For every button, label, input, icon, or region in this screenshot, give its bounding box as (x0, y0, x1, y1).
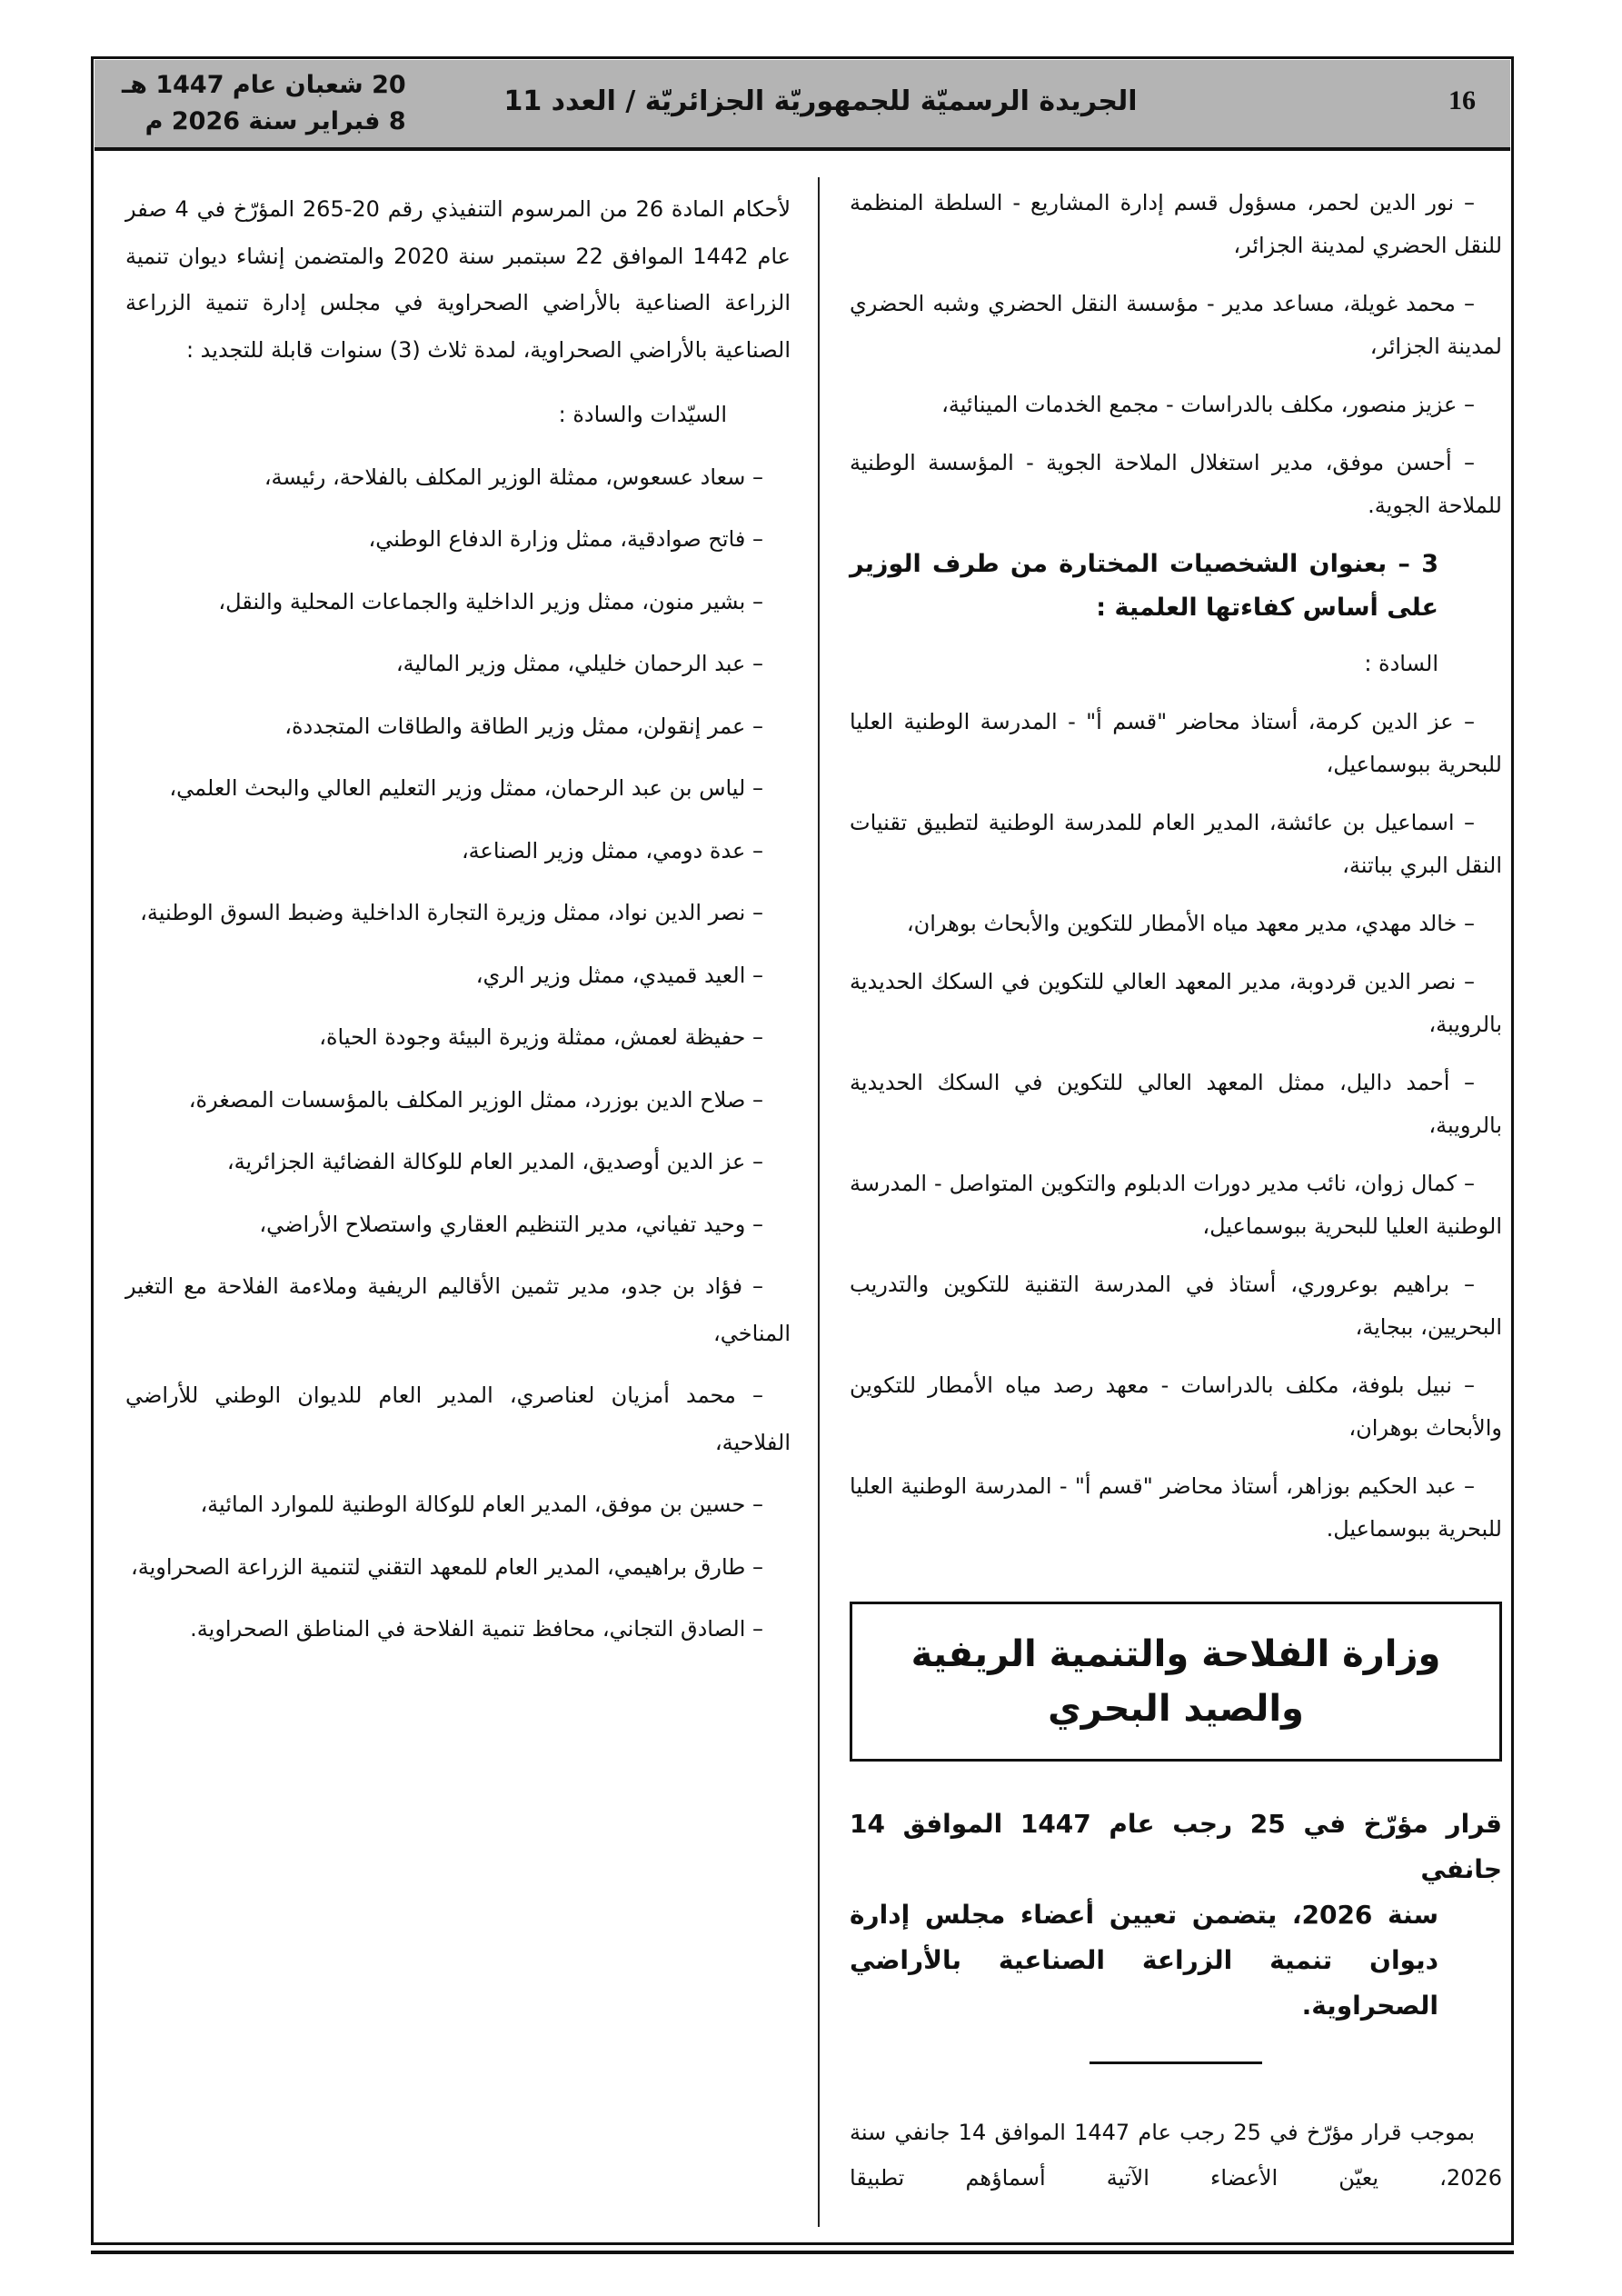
member-item: – نبيل بلوفة، مكلف بالدراسات - معهد رصد مياه الأمطار للتكوين والأبحاث بوهران، (850, 1364, 1502, 1450)
decision-title (850, 1802, 1502, 2029)
member-item: – أحسن موفق، مدير استغلال الملاحة الجوية - المؤسسة الوطنية للملاحة الجوية. (850, 442, 1502, 527)
gazette-title: الجريدة الرسميّة للجمهوريّة الجزائريّة / العدد 11 (503, 85, 1138, 117)
member-item: – عز الدين أوصديق، المدير العام للوكالة الفضائية الجزائرية، (125, 1139, 791, 1186)
bottom-rule (91, 2251, 1514, 2254)
date-gregorian: 8 فبراير سنة 2026 م (144, 107, 406, 135)
member-item: – الصادق التجاني، محافظ تنمية الفلاحة في المناطق الصحراوية. (125, 1606, 791, 1653)
right-column (850, 182, 1502, 2216)
member-item: – كمال زوان، نائب مدير دورات الدبلوم والتكوين المتواصل - المدرسة الوطنية العليا للبحرية ببوسماعيل، (850, 1163, 1502, 1248)
ministry-heading-box (850, 1602, 1502, 1762)
member-item: – وحيد تفياني، مدير التنظيم العقاري واستصلاح الأراضي، (125, 1202, 791, 1249)
members-list-top (850, 182, 1502, 527)
intro-paragraph: لأحكام المادة 26 من المرسوم التنفيذي رقم 20-265 المؤرّخ في 4 صفر عام 1442 الموافق 22 سبتمبر سنة 2020 والمتضمن إنشاء ديوان تنمية الزراعة الصناعية بالأراضي الصحراوية في مجلس إدارة تنمية الزراعة الصناعية بالأراضي الصحراوية، لمدة ثلاث (3) سنوات قابلة للتجديد : (125, 196, 791, 363)
date-hijri: 20 شعبان عام 1447 هـ (122, 71, 406, 99)
member-item: – نور الدين لحمر، مسؤول قسم إدارة المشاريع - السلطة المنظمة للنقل الحضري لمدينة الجزائر، (850, 182, 1502, 267)
member-item: – خالد مهدي، مدير معهد مياه الأمطار للتكوين والأبحاث بوهران، (850, 903, 1502, 945)
decision-body: بموجب قرار مؤرّخ في 25 رجب عام 1447 الموافق 14 جانفي سنة 2026، يعيّن الأعضاء الآتية أسماؤهم تطبيقا (850, 2120, 1502, 2191)
column-divider (818, 177, 820, 2227)
members-list (125, 454, 791, 1653)
ministry-name-line-2: والصيد البحري (1048, 1688, 1304, 1730)
member-item: – محمد غويلة، مساعد مدير - مؤسسة النقل الحضري وشبه الحضري لمدينة الجزائر، (850, 283, 1502, 368)
members-list-section-3 (850, 701, 1502, 1551)
member-item: – نصر الدين نواد، ممثل وزيرة التجارة الداخلية وضبط السوق الوطنية، (125, 890, 791, 937)
separator-rule (1090, 2061, 1262, 2064)
section-3-heading: 3 – بعنوان الشخصيات المختارة من طرف الوزير على أساس كفاءتها العلمية : (850, 550, 1438, 622)
member-item: – حفيظة لعمش، ممثلة وزيرة البيئة وجودة الحياة، (125, 1014, 791, 1062)
member-item: – العيد قميدي، ممثل وزير الري، (125, 953, 791, 1000)
section-3-salutation: السادة : (1364, 651, 1438, 676)
member-item: – بشير منون، ممثل وزير الداخلية والجماعات المحلية والنقل، (125, 579, 791, 626)
member-item: – براهيم بوعروري، أستاذ في المدرسة التقنية للتكوين والتدريب البحريين، ببجاية، (850, 1263, 1502, 1349)
member-item: – عزيز منصور، مكلف بالدراسات - مجمع الخدمات المينائية، (850, 384, 1502, 426)
issue-date (122, 67, 406, 140)
page-header (95, 60, 1510, 151)
decision-title-first-line: قرار مؤرّخ في 25 رجب عام 1447 الموافق 14 جانفي (850, 1809, 1502, 1884)
member-item: – طارق براهيمي، المدير العام للمعهد التقني لتنمية الزراعة الصحراوية، (125, 1544, 791, 1592)
ministry-name-line-1: وزارة الفلاحة والتنمية الريفية (911, 1633, 1441, 1675)
member-item: – عز الدين كرمة، أستاذ محاضر "قسم أ" - المدرسة الوطنية العليا للبحرية ببوسماعيل، (850, 701, 1502, 786)
member-item: – محمد أمزيان لعناصري، المدير العام للديوان الوطني للأراضي الفلاحية، (125, 1373, 791, 1466)
member-item: – اسماعيل بن عائشة، المدير العام للمدرسة الوطنية لتطبيق تقنيات النقل البري بباتنة، (850, 802, 1502, 887)
member-item: – سعاد عسعوس، ممثلة الوزير المكلف بالفلاحة، رئيسة، (125, 454, 791, 502)
member-item: – حسين بن موفق، المدير العام للوكالة الوطنية للموارد المائية، (125, 1482, 791, 1529)
left-column (125, 186, 791, 1669)
page-number: 16 (1448, 85, 1476, 115)
decision-title-rest: سنة 2026، يتضمن تعيين أعضاء مجلس إدارة ديوان تنمية الزراعة الصناعية بالأراضي الصحراوية. (850, 1900, 1438, 2021)
member-item: – فؤاد بن جدو، مدير تثمين الأقاليم الريفية وملاءمة الفلاحة مع التغير المناخي، (125, 1263, 791, 1357)
member-item: – عبد الحكيم بوزاهر، أستاذ محاضر "قسم أ" - المدرسة الوطنية العليا للبحرية ببوسماعيل. (850, 1465, 1502, 1551)
salutation: السيّدات والسادة : (558, 402, 727, 427)
member-item: – فاتح صوادقية، ممثل وزارة الدفاع الوطني، (125, 516, 791, 564)
member-item: – عدة دومي، ممثل وزير الصناعة، (125, 828, 791, 875)
member-item: – أحمد داليل، ممثل المعهد العالي للتكوين في السكك الحديدية بالرويبة، (850, 1062, 1502, 1147)
member-item: – عبد الرحمان خليلي، ممثل وزير المالية، (125, 641, 791, 688)
member-item: – لياس بن عبد الرحمان، ممثل وزير التعليم العالي والبحث العلمي، (125, 765, 791, 813)
member-item: – عمر إنقولن، ممثل وزير الطاقة والطاقات المتجددة، (125, 704, 791, 751)
member-item: – صلاح الدين بوزرد، ممثل الوزير المكلف بالمؤسسات المصغرة، (125, 1077, 791, 1124)
member-item: – نصر الدين قردوبة، مدير المعهد العالي للتكوين في السكك الحديدية بالرويبة، (850, 961, 1502, 1046)
